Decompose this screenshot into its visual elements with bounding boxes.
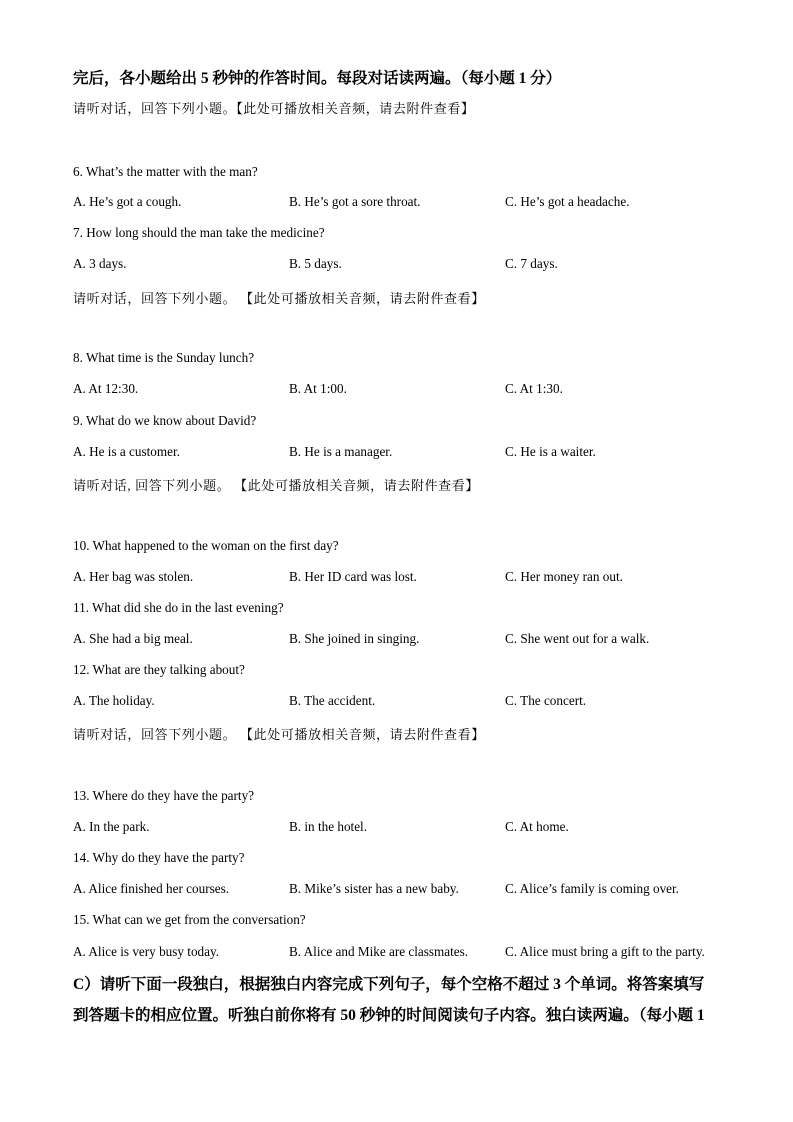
question-15: 15. What can we get from the conversation? [73,912,306,927]
question-9: 9. What do we know about David? [73,413,257,428]
question-11: 11. What did she do in the last evening? [73,600,284,615]
section-c-instruction: C）请听下面一段独白，根据独白内容完成下列句子，每个空格不超过 3 个单词。将答案填写 [73,976,705,993]
option-a: A. He is a customer. [73,444,180,459]
listening-prompt: 请听对话，回答下列小题。 【此处可播放相关音频，请去附件查看】 [73,727,485,742]
option-c: C. She went out for a walk. [505,631,650,646]
option-a: A. The holiday. [73,693,155,708]
option-a: A. Her bag was stolen. [73,569,194,584]
option-b: B. Her ID card was lost. [289,569,417,584]
option-c: C. Alice’s family is coming over. [505,881,679,896]
question-12: 12. What are they talking about? [73,662,245,677]
option-a: A. Alice finished her courses. [73,881,230,896]
option-a: A. He’s got a cough. [73,194,182,209]
option-b: B. The accident. [289,693,376,708]
option-b: B. in the hotel. [289,819,368,834]
question-13: 13. Where do they have the party? [73,788,255,803]
option-b: B. Mike’s sister has a new baby. [289,881,459,896]
option-c: C. Her money ran out. [505,569,623,584]
question-14: 14. Why do they have the party? [73,850,245,865]
option-a: A. 3 days. [73,256,127,271]
question-6: 6. What’s the matter with the man? [73,164,258,179]
option-a: A. In the park. [73,819,150,834]
option-c: C. At 1:30. [505,381,563,396]
instruction-line: 完后，各小题给出 5 秒钟的作答时间。每段对话读两遍。（每小题 1 分） [73,70,562,87]
option-c: C. Alice must bring a gift to the party. [505,944,705,959]
option-a: A. Alice is very busy today. [73,944,220,959]
section-c-instruction-2: 到答题卡的相应位置。听独白前你将有 50 秒钟的时间阅读句子内容。独白读两遍。（每小题 1 [73,1007,705,1024]
option-c: C. He’s got a headache. [505,194,630,209]
option-b: B. He’s got a sore throat. [289,194,421,209]
option-c: C. The concert. [505,693,587,708]
listening-prompt: 请听对话，回答下列小题。【此处可播放相关音频，请去附件查看】 [73,101,475,116]
listening-prompt: 请听对话, 回答下列小题。 【此处可播放相关音频，请去附件查看】 [73,478,479,493]
question-7: 7. How long should the man take the medicine? [73,225,325,240]
option-b: B. Alice and Mike are classmates. [289,944,469,959]
option-c: C. 7 days. [505,256,558,271]
option-b: B. She joined in singing. [289,631,420,646]
option-b: B. He is a manager. [289,444,393,459]
question-8: 8. What time is the Sunday lunch? [73,350,255,365]
option-b: B. 5 days. [289,256,342,271]
option-c: C. At home. [505,819,569,834]
option-a: A. At 12:30. [73,381,139,396]
listening-prompt: 请听对话，回答下列小题。 【此处可播放相关音频，请去附件查看】 [73,291,485,306]
option-a: A. She had a big meal. [73,631,193,646]
question-10: 10. What happened to the woman on the first day? [73,538,339,553]
option-b: B. At 1:00. [289,381,347,396]
option-c: C. He is a waiter. [505,444,596,459]
